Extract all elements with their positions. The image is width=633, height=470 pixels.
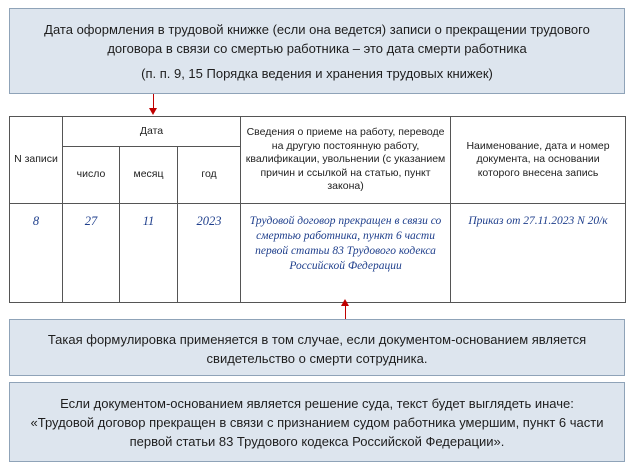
top-note-text: Дата оформления в трудовой книжке (если она ведется) записи о прекращении трудового договора в связи со смертью работника – это дата смерти работника — [44, 22, 590, 56]
header-month: месяц — [120, 147, 178, 204]
bottom-note-line2: «Трудовой договор прекращен в связи с признанием судом работника умершим, пункт 6 части первой статьи 83 Трудового кодекса Российской Федерации». — [30, 415, 604, 449]
middle-note-box — [9, 319, 625, 376]
table-row — [10, 204, 626, 303]
header-number: N записи — [10, 117, 63, 204]
middle-note-text: Такая формулировка применяется в том случае, если документом-основанием является свидетельство о смерти сотрудника. — [47, 332, 587, 366]
bottom-note-box — [9, 382, 625, 462]
top-note-box — [9, 8, 625, 94]
header-document: Наименование, дата и номер документа, на основании которого внесена запись — [451, 117, 626, 204]
cell-month: 11 — [120, 204, 178, 303]
header-date: Дата — [63, 117, 241, 147]
cell-document: Приказ от 27.11.2023 N 20/к — [451, 204, 626, 303]
cell-day: 27 — [63, 204, 120, 303]
cell-number: 8 — [10, 204, 63, 303]
header-info: Сведения о приеме на работу, переводе на другую постоянную работу, квалификации, увольнении (с указанием причин и ссылкой на статью, пункт закона) — [241, 117, 451, 204]
header-day: число — [63, 147, 120, 204]
top-note-reference: (п. п. 9, 15 Порядка ведения и хранения трудовых книжек) — [141, 66, 493, 81]
bottom-note-line1: Если документом-основанием является решение суда, текст будет выглядеть иначе: — [60, 396, 574, 411]
cell-year: 2023 — [178, 204, 241, 303]
cell-info: Трудовой договор прекращен в связи со смертью работника, пункт 6 части первой статьи 83 Трудового кодекса Российской Федерации — [241, 204, 451, 303]
work-record-table — [9, 116, 626, 303]
header-year: год — [178, 147, 241, 204]
